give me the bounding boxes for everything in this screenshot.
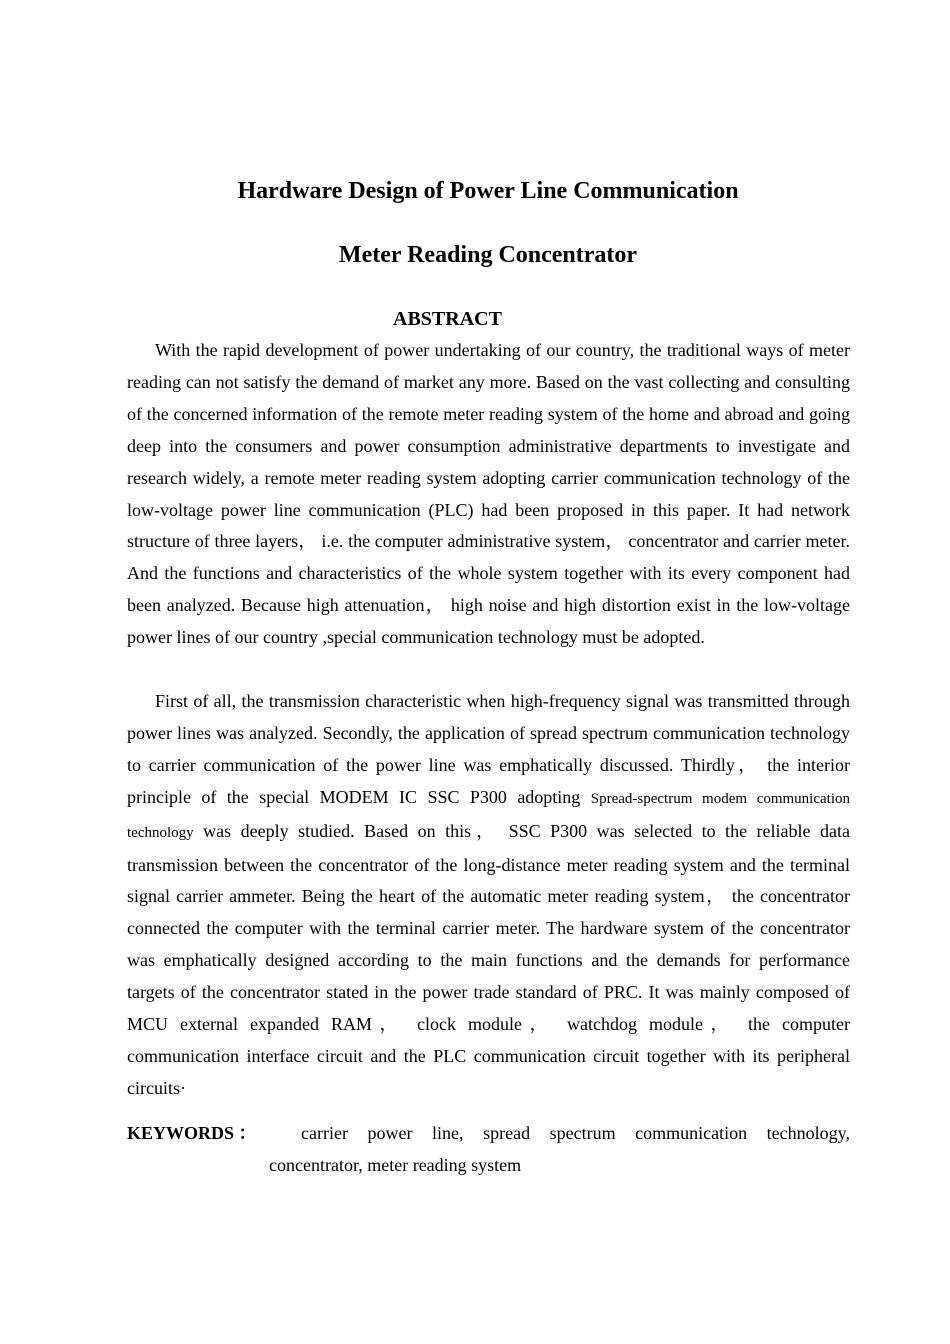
paragraph-1-text: With the rapid development of power undertaking of our country, the traditional ways of meter reading can not satisfy the demand of market any more. Based on the vast collecting and consulting of the concerned information of the remote meter reading system of the home and abroad and going deep into the consumers and power consumption administrative departments to investigate and research widely, a remote meter reading system adopting carrier communication technology of the low-voltage power line communication (PLC) had been proposed in this paper. It had network structure of three layers， i.e. the computer administrative system， concentrator and carrier meter. And the functions and characteristics of the whole system together with its every component had been analyzed. Because high attenuation， high noise and high distortion exist in the low-voltage power lines of our country ,special communication technology must be adopted. [127, 340, 850, 648]
title-line-1: Hardware Design of Power Line Communication [237, 178, 739, 204]
title-line-2: Meter Reading Concentrator [338, 242, 638, 268]
paragraph-2-text-a: First of all, the transmission characteristic when high-frequency signal was transmitted through power lines was analyzed. Secondly, the application of spread spectrum communication technology to carrier communication of the power line was emphatically discussed. Thirdly， the interior principle of the special MODEM IC SSC P300 adopting [127, 691, 850, 807]
keywords-label: KEYWORDS ： [127, 1123, 257, 1143]
abstract-heading: ABSTRACT [393, 308, 502, 330]
abstract-paragraph-1 [127, 335, 850, 654]
keywords-text: carrier power line, spread spectrum communication technology, concentrator, meter reading system [269, 1123, 850, 1175]
abstract-paragraph-2 [127, 686, 850, 1105]
paragraph-2-small-phrase: Spread-spectrum modem communication technology [127, 790, 851, 841]
paragraph-2-text-b: was deeply studied. Based on this， SSC P300 was selected to the reliable data transmission between the concentrator of the long-distance meter reading system and the terminal signal carrier ammeter. Being the heart of the automatic meter reading system， the concentrator connected the computer with the terminal carrier meter. The hardware system of the concentrator was emphatically designed according to the main functions and the demands for performance targets of the concentrator stated in the power trade standard of PRC. It was mainly composed of MCU external expanded RAM， clock module， watchdog module， the computer communication interface circuit and the PLC communication circuit together with its peripheral circuits· [127, 820, 850, 1098]
